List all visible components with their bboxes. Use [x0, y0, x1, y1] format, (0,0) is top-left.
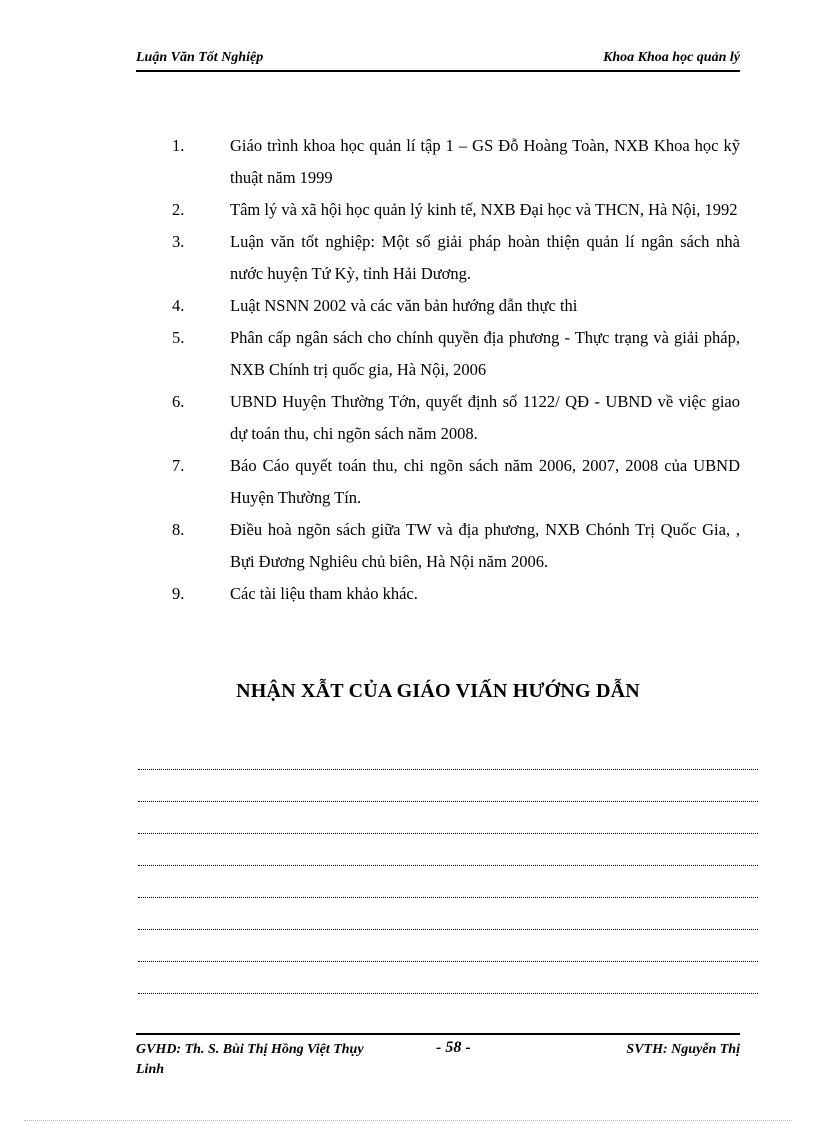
- reference-list: [172, 130, 740, 610]
- reference-item: [172, 290, 740, 322]
- reference-text: Luật NSNN 2002 và các văn bản hướng dẫn thực thi: [230, 296, 578, 315]
- reference-item: [172, 322, 740, 386]
- reference-item: [172, 578, 740, 610]
- page-footer: [136, 1038, 740, 1078]
- dotted-line: [138, 984, 758, 1016]
- reference-number: 6.: [172, 392, 185, 411]
- advisor-comments-heading: NHẬN XẪT CỦA GIÁO VIẤN HƯỚNG DẪN: [236, 680, 640, 702]
- reference-item: [172, 450, 740, 514]
- dotted-line: [138, 824, 758, 856]
- footer-student: SVTH: Nguyễn Thị: [626, 1042, 740, 1057]
- reference-text: Phân cấp ngân sách cho chính quyền địa phương - Thực trạng và giải pháp, NXB Chính trị quốc gia, Hà Nội, 2006: [230, 328, 740, 379]
- reference-text: UBND Huyện Thường Tớn, quyết định số 1122/ QĐ - UBND về việc giao dự toán thu, chi ngõn sách năm 2008.: [230, 392, 740, 443]
- reference-text: Luận văn tốt nghiệp: Một số giải pháp hoàn thiện quản lí ngân sách nhà nước huyện Tứ Kỳ, tỉnh Hải Dương.: [230, 232, 740, 283]
- reference-text: Báo Cáo quyết toán thu, chi ngõn sách năm 2006, 2007, 2008 của UBND Huyện Thường Tín.: [230, 456, 740, 507]
- reference-number: 7.: [172, 456, 185, 475]
- dotted-line: [138, 920, 758, 952]
- reference-text: Các tài liệu tham khảo khác.: [230, 584, 418, 603]
- dotted-line: [138, 856, 758, 888]
- dotted-line: [138, 888, 758, 920]
- reference-number: 3.: [172, 232, 185, 251]
- footer-divider: [136, 1033, 740, 1035]
- comment-lines: [138, 760, 758, 1016]
- footer-advisor: GVHD: Th. S. Bùi Thị Hồng Việt Thụy Linh: [136, 1042, 364, 1077]
- page-number: - 58 -: [436, 1039, 471, 1056]
- reference-number: 8.: [172, 520, 185, 539]
- reference-number: 9.: [172, 584, 185, 603]
- reference-item: [172, 386, 740, 450]
- reference-item: [172, 514, 740, 578]
- reference-text: Tâm lý và xã hội học quản lý kinh tế, NXB Đại học và THCN, Hà Nội, 1992: [230, 200, 738, 219]
- reference-number: 1.: [172, 136, 185, 155]
- reference-item: [172, 130, 740, 194]
- dotted-line: [138, 760, 758, 792]
- reference-number: 5.: [172, 328, 185, 347]
- reference-number: 4.: [172, 296, 185, 315]
- dotted-line: [138, 952, 758, 984]
- reference-number: 2.: [172, 200, 185, 219]
- header-thesis-label: Luận Văn Tốt Nghiệp: [136, 50, 264, 65]
- dotted-line: [138, 792, 758, 824]
- page-bottom-edge: [24, 1120, 792, 1121]
- reference-text: Giáo trình khoa học quản lí tập 1 – GS Đỗ Hoàng Toàn, NXB Khoa học kỹ thuật năm 1999: [230, 136, 740, 187]
- reference-item: [172, 194, 740, 226]
- reference-text: Điều hoà ngõn sách giữa TW và địa phương, NXB Chónh Trị Quốc Gia, , Bựi Đương Nghiêu chủ biên, Hà Nội năm 2006.: [230, 520, 740, 571]
- page-header: [136, 50, 740, 72]
- reference-item: [172, 226, 740, 290]
- header-faculty-label: Khoa Khoa học quản lý: [603, 50, 740, 65]
